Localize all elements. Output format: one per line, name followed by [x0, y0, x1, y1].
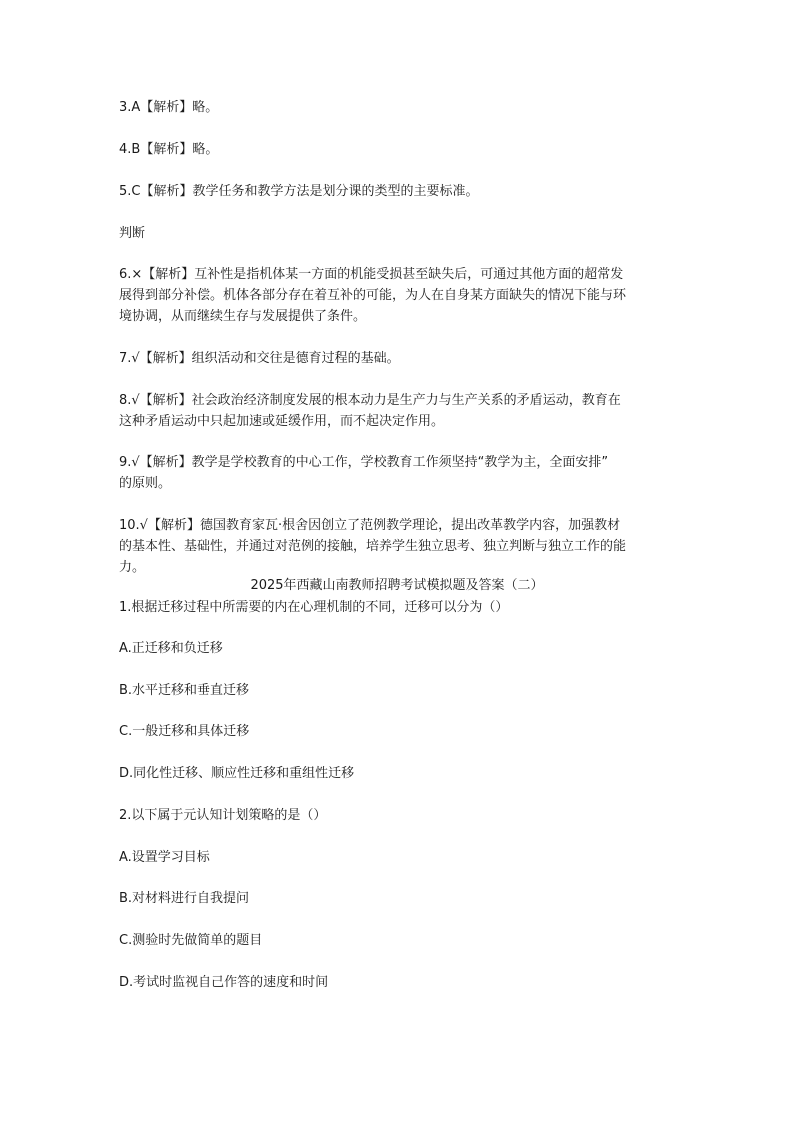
judge-10-line-1: 10.√【解析】德国教育家瓦·根舍因创立了范例教学理论，提出改革教学内容，加强教材 [119, 518, 621, 533]
judge-9-line-1: 9.√【解析】教学是学校教育的中心工作，学校教育工作须坚持“教学为主，全面安排” [119, 455, 609, 470]
question-1-option-d: D.同化性迁移、顺应性迁移和重组性迁移 [119, 766, 355, 781]
judge-6-line-1: 6.×【解析】互补性是指机体某一方面的机能受损甚至缺失后，可通过其他方面的超常发 [119, 267, 624, 282]
answer-3: 3.A【解析】略。 [119, 100, 219, 115]
judge-8-line-1: 8.√【解析】社会政治经济制度发展的根本动力是生产力与生产关系的矛盾运动，教育在 [119, 393, 621, 408]
judge-10-line-2: 的基本性、基础性，并通过对范例的接触，培养学生独立思考、独立判断与独立工作的能 [119, 539, 627, 554]
question-2-option-b: B.对材料进行自我提问 [119, 891, 250, 906]
question-1-stem: 1.根据迁移过程中所需要的内在心理机制的不同，迁移可以分为（） [119, 600, 509, 615]
question-2-stem: 2.以下属于元认知计划策略的是（） [119, 808, 327, 823]
question-2-option-d: D.考试时监视自己作答的速度和时间 [119, 975, 329, 990]
exam-title: 2025年西藏山南教师招聘考试模拟题及答案（二） [250, 578, 544, 593]
judge-7: 7.√【解析】组织活动和交往是德育过程的基础。 [119, 351, 400, 366]
section-heading-judge: 判断 [119, 226, 146, 241]
answer-5: 5.C【解析】教学任务和教学方法是划分课的类型的主要标准。 [119, 184, 479, 199]
question-2-option-c: C.测验时先做简单的题目 [119, 933, 263, 948]
question-2-option-a: A.设置学习目标 [119, 850, 210, 865]
question-1-option-a: A.正迁移和负迁移 [119, 641, 223, 656]
question-1-option-b: B.水平迁移和垂直迁移 [119, 683, 250, 698]
question-1-option-c: C.一般迁移和具体迁移 [119, 724, 250, 739]
judge-8-line-2: 这种矛盾运动中只起加速或延缓作用，而不起决定作用。 [119, 414, 445, 429]
judge-6-line-2: 展得到部分补偿。机体各部分存在着互补的可能，为人在自身某方面缺失的情况下能与环 [119, 288, 627, 303]
judge-6-line-3: 境协调，从而继续生存与发展提供了条件。 [119, 309, 367, 324]
judge-9-line-2: 的原则。 [119, 476, 172, 491]
judge-10-line-3: 力。 [119, 560, 146, 575]
answer-4: 4.B【解析】略。 [119, 142, 219, 157]
